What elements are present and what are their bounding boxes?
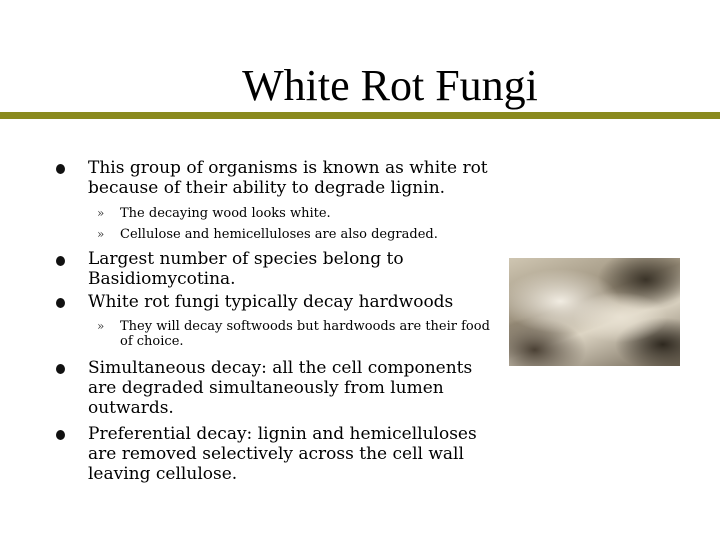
bullet-dot-icon [56, 364, 65, 374]
sub-bullet-item: They will decay softwoods but hardwoods are their food of choice. [120, 319, 490, 349]
bullet-dot-icon [56, 430, 65, 440]
bullet-item: Simultaneous decay: all the cell components are degraded simultaneously from lumen outwards. [88, 358, 473, 418]
sub-bullet-item: The decaying wood looks white. [120, 206, 331, 221]
sub-bullet-marker-icon: » [97, 227, 105, 241]
bullet-dot-icon [56, 164, 65, 174]
sub-bullet-marker-icon: » [97, 206, 105, 220]
bullet-dot-icon [56, 256, 65, 266]
bullet-item: Largest number of species belong to Basidiomycotina. [88, 249, 404, 289]
bullet-dot-icon [56, 298, 65, 308]
sub-bullet-item: Cellulose and hemicelluloses are also degraded. [120, 227, 438, 242]
slide-title: White Rot Fungi [242, 61, 538, 110]
bullet-item: This group of organisms is known as white rot because of their ability to degrade lignin. [88, 158, 488, 198]
white-rot-wood-photo [509, 258, 680, 366]
bullet-item: White rot fungi typically decay hardwoods [88, 292, 454, 312]
sub-bullet-marker-icon: » [97, 319, 105, 333]
bullet-item: Preferential decay: lignin and hemicelluloses are removed selectively across the cell wall leaving cellulose. [88, 424, 477, 484]
